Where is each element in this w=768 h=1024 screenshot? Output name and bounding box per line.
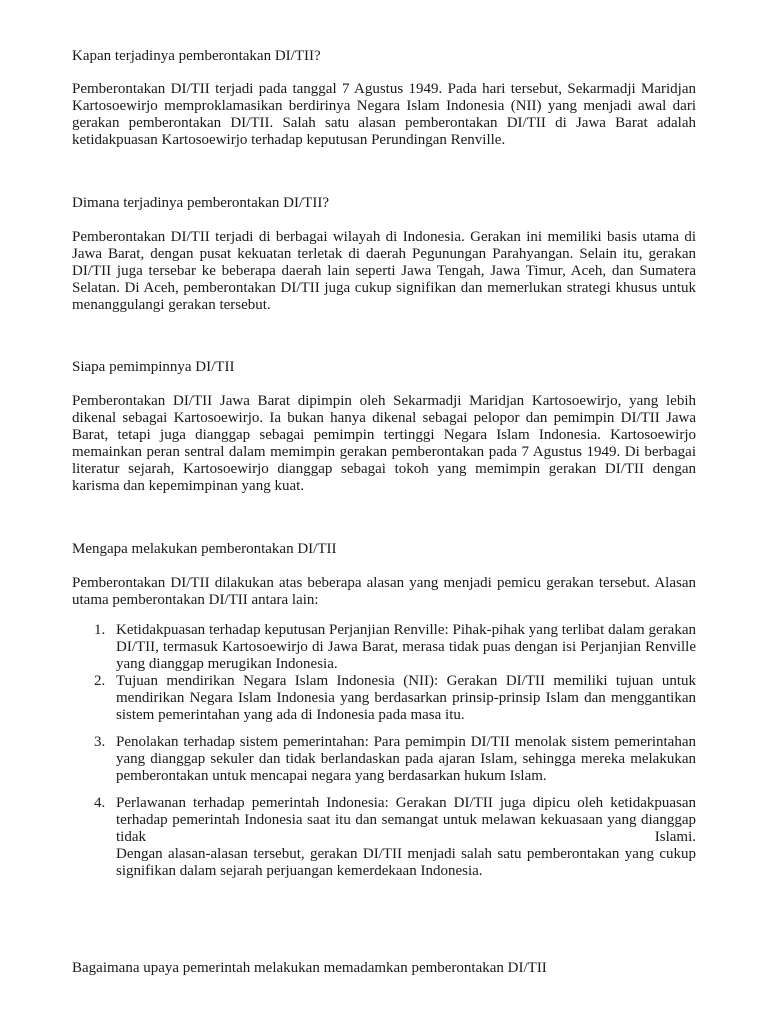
answer-why-intro: Pemberontakan DI/TII dilakukan atas beberapa alasan yang menjadi pemicu gerakan tersebut. Alasan utama pemberontakan DI/TII antara lain:: [72, 575, 696, 608]
list-item-text: Tujuan mendirikan Negara Islam Indonesia (NII): Gerakan DI/TII memiliki tujuan untuk mendirikan Negara Islam Indonesia yang berdasarkan prinsip-prinsip Islam dan menggantikan sistem pemerintahan yang ada di Indonesia pada masa itu.: [116, 673, 696, 723]
reasons-list: [72, 622, 696, 880]
question-where: Dimana terjadinya pemberontakan DI/TII?: [72, 195, 329, 211]
answer-who: Pemberontakan DI/TII Jawa Barat dipimpin oleh Sekarmadji Maridjan Kartosoewirjo, yang lebih dikenal sebagai Kartosoewirjo. Ia bukan hanya dikenal sebagai pelopor dan pemimpin DI/TII Jawa Barat, tetapi juga dianggap sebagai pemimpin tertinggi Negara Islam Indonesia. Kartosoewirjo memainkan peran sentral dalam memimpin gerakan pemberontakan pada 7 Agustus 1949. Di berbagai literatur sejarah, Kartosoewirjo dianggap sebagai tokoh yang memimpin gerakan DI/TII dengan karisma dan kepemimpinan yang kuat.: [72, 393, 696, 494]
list-item-number: 2.: [94, 673, 106, 689]
question-who: Siapa pemimpinnya DI/TII: [72, 359, 235, 375]
list-item: [72, 734, 696, 785]
question-how: Bagaimana upaya pemerintah melakukan memadamkan pemberontakan DI/TII: [72, 960, 547, 976]
list-item: [72, 622, 696, 673]
list-item-continuation: Dengan alasan-alasan tersebut, gerakan DI/TII menjadi salah satu pemberontakan yang cukup signifikan dalam sejarah perjuangan kemerdekaan Indonesia.: [116, 846, 696, 879]
answer-where: Pemberontakan DI/TII terjadi di berbagai wilayah di Indonesia. Gerakan ini memiliki basis utama di Jawa Barat, dengan pusat kekuatan terletak di daerah Pegunungan Parahyangan. Selain itu, gerakan DI/TII juga tersebar ke beberapa daerah lain seperti Jawa Tengah, Jawa Timur, Aceh, dan Sumatera Selatan. Di Aceh, pemberontakan DI/TII juga cukup signifikan dan memerlukan strategi khusus untuk menanggulangi gerakan tersebut.: [72, 229, 696, 313]
list-item-number: 3.: [94, 734, 106, 750]
question-when: Kapan terjadinya pemberontakan DI/TII?: [72, 48, 321, 64]
answer-when: Pemberontakan DI/TII terjadi pada tanggal 7 Agustus 1949. Pada hari tersebut, Sekarmadji Maridjan Kartosoewirjo memproklamasikan berdirinya Negara Islam Indonesia (NII) yang menjadi awal dari gerakan pemberontakan DI/TII. Salah satu alasan pemberontakan DI/TII di Jawa Barat adalah ketidakpuasan Kartosoewirjo terhadap keputusan Perundingan Renville.: [72, 81, 696, 148]
list-item-number: 4.: [94, 795, 106, 811]
list-item-number: 1.: [94, 622, 106, 638]
list-item-text: Perlawanan terhadap pemerintah Indonesia: Gerakan DI/TII juga dipicu oleh ketidakpuasan terhadap pemerintah Indonesia saat itu dan semangat untuk melawan kekuasaan yang dianggap tidak Islami.: [116, 795, 696, 845]
list-item-text: Ketidakpuasan terhadap keputusan Perjanjian Renville: Pihak-pihak yang terlibat dalam gerakan DI/TII, termasuk Kartosoewirjo di Jawa Barat, merasa tidak puas dengan isi Perjanjian Renville yang dianggap merugikan Indonesia.: [116, 622, 696, 672]
list-item: [72, 673, 696, 724]
question-why: Mengapa melakukan pemberontakan DI/TII: [72, 541, 337, 557]
list-item-text: Penolakan terhadap sistem pemerintahan: Para pemimpin DI/TII menolak sistem pemerintahan yang dianggap sekuler dan tidak berlandaskan pada ajaran Islam, sehingga mereka melakukan pemberontakan untuk mencapai negara yang berdasarkan hukum Islam.: [116, 734, 696, 784]
list-item: [72, 795, 696, 880]
